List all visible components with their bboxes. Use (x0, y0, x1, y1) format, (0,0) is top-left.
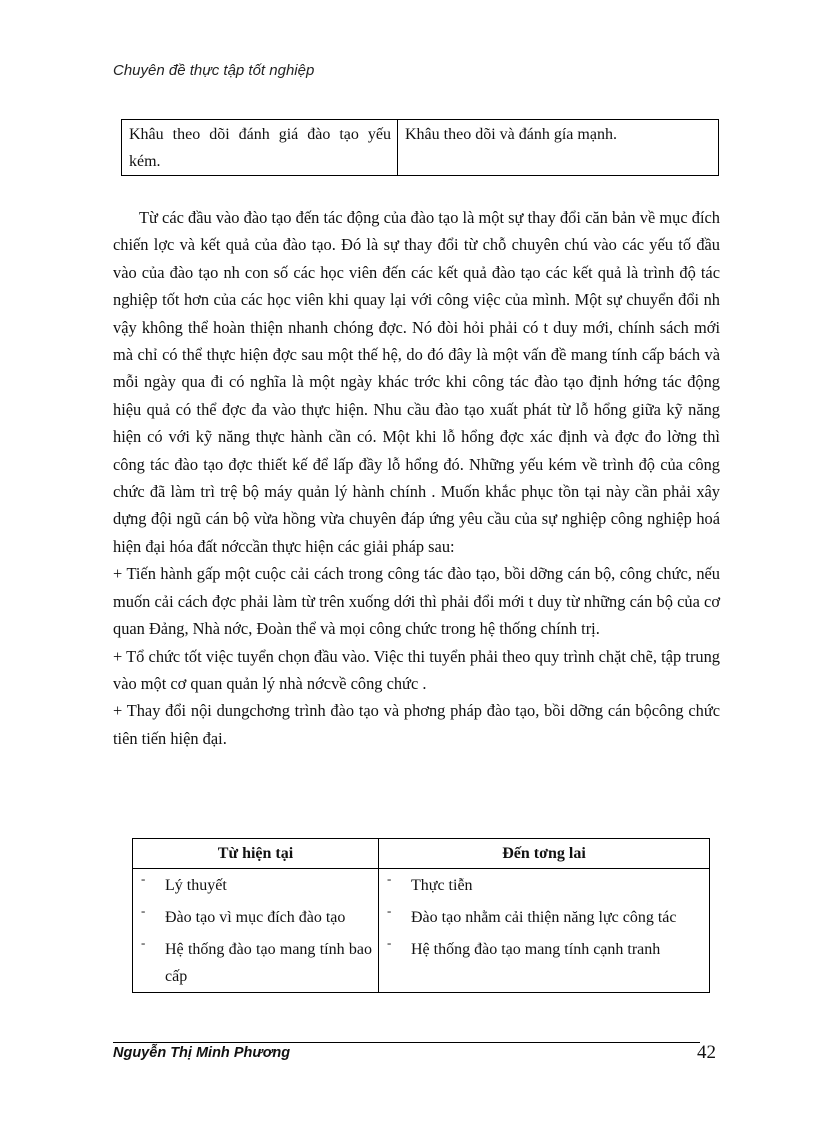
list-item (379, 869, 709, 901)
list-item (133, 869, 378, 901)
bullet-paragraph: + Tiến hành gấp một cuộc cải cách trong công tác đào tạo, bồi dỡng cán bộ, công chức, nếu muốn cải cách đợc phải làm từ trên xuống dới thì phải đổi mới t duy từ những cán bộ của cơ quan Đảng, Nhà nớc, Đoàn thể và mọi công chức trong hệ thống chính trị. (113, 564, 720, 639)
dash-bullet: - (387, 871, 392, 886)
body-text (113, 204, 720, 752)
table-cell-left: Khâu theo dõi đánh giá đào tạo yếu kém. (122, 120, 398, 176)
cell-text: Hệ thống đào tạo mang tính bao cấp (165, 941, 372, 985)
table-row (122, 120, 719, 176)
cell-text: Đào tạo nhằm cải thiện năng lực công tác (411, 909, 677, 926)
top-comparison-table (121, 119, 719, 176)
footer-divider (113, 1042, 700, 1043)
transition-table (132, 838, 710, 993)
table-row (133, 933, 710, 993)
cell-text: Đào tạo vì mục đích đào tạo (165, 909, 346, 926)
dash-bullet: - (141, 935, 146, 950)
footer-author: Nguyễn Thị Minh Phương (113, 1045, 291, 1061)
table-header-row (133, 839, 710, 869)
table-row (133, 869, 710, 902)
dash-bullet: - (387, 903, 392, 918)
page-number: 42 (697, 1042, 716, 1063)
list-item (133, 933, 378, 992)
table-cell-right: Khâu theo dõi và đánh gía mạnh. (398, 120, 719, 176)
cell-text: Hệ thống đào tạo mang tính cạnh tranh (411, 941, 661, 958)
column-header-from: Từ hiện tại (133, 839, 379, 869)
paragraph: Từ các đầu vào đào tạo đến tác động của đào tạo là một sự thay đổi căn bản về mục đích chiến lợc và kết quả của đào tạo. Đó là sự thay đổi từ chỗ chuyên chú vào các yếu tố đầu vào của đào tạo nh con số các học viên đến các kết quả đào tạo các kết quả là trình độ tác nghiệp tốt hơn của các học viên khi quay lại với công việc của mình. Một sự chuyển đổi nh vậy không thể hoàn thiện nhanh chóng đợc. Nó đòi hỏi phải có t duy mới, chính sách mới mà chỉ có thể thực hiện đợc sau một thế hệ, do đó đây là một vấn đề mang tính cấp bách và mỗi ngày qua đi có nghĩa là một ngày khác trớc khi công tác đào tạo định hớng tác động hiệu quả có thể đợc đa vào thực hiện. Nhu cầu đào tạo xuất phát từ lỗ hổng giữa kỹ năng hiện có với kỹ năng thực hành cần có. Một khi lỗ hổng đợc xác định và đợc đo lờng thì công tác đào tạo đợc thiết kế để lấp đầy lỗ hổng đó. Những yếu kém về trình độ của công chức đã làm trì trệ bộ máy quản lý hành chính . Muốn khắc phục tồn tại này cần phải xây dựng đội ngũ cán bộ vừa hồng vừa chuyên đáp ứng yêu cầu của sự nghiệp công nghiệp hoá hiện đại hóa đất nớccần thực hiện các giải pháp sau: (113, 208, 720, 556)
bullet-paragraph: + Thay đổi nội dungchơng trình đào tạo và phơng pháp đào tạo, bồi dỡng cán bộcông chức tiên tiến hiện đại. (113, 701, 720, 748)
list-item (133, 901, 378, 933)
dash-bullet: - (387, 935, 392, 950)
list-item (379, 901, 709, 933)
page-header-title: Chuyên đề thực tập tốt nghiệp (113, 62, 315, 79)
bullet-paragraph: + Tổ chức tốt việc tuyển chọn đầu vào. Việc thi tuyển phải theo quy trình chặt chẽ, tập trung vào một cơ quan quản lý nhà nớcvề công chức . (113, 646, 720, 693)
cell-text: Lý thuyết (165, 877, 227, 894)
column-header-to: Đến tơng lai (379, 839, 710, 869)
dash-bullet: - (141, 903, 146, 918)
list-item (379, 933, 709, 965)
cell-text: Thực tiễn (411, 877, 473, 894)
dash-bullet: - (141, 871, 146, 886)
table-row (133, 901, 710, 933)
